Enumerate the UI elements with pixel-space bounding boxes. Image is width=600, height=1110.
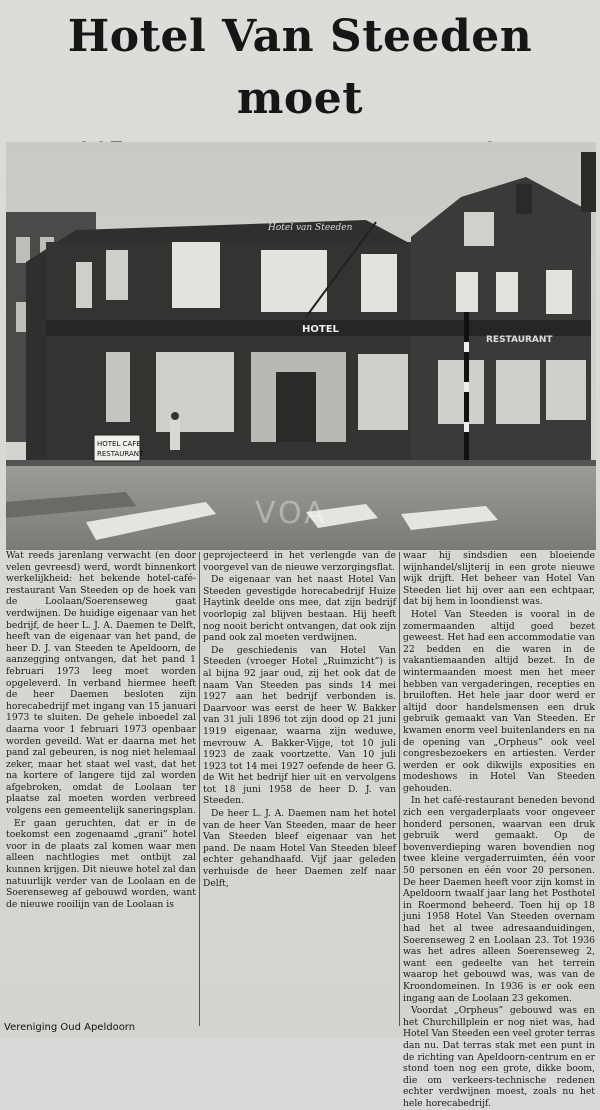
roof-sign: Hotel van Steeden xyxy=(268,223,353,233)
article-column-1 xyxy=(6,550,196,1028)
article-column-2 xyxy=(203,550,396,1028)
hotel-photo xyxy=(6,142,596,550)
article-column-3 xyxy=(403,550,595,1109)
source-credit: Vereniging Oud Apeldoorn xyxy=(4,1022,136,1033)
article-body xyxy=(4,550,596,1109)
column-divider xyxy=(399,552,400,1026)
watermark: VOA xyxy=(255,496,328,531)
paragraph: De heer L. J. A. Daemen nam het hotel van de heer Van Steeden, maar de heer Van Steeden bleef eigenaar van het pand. De naam Hotel Van Steeden bleef echter gehandhaafd. Vijf jaar geleden verhuisde de heer Daemen zelf naar Delft, xyxy=(203,808,396,889)
column-divider xyxy=(199,552,200,1026)
paragraph: waar hij sindsdien een bloeiende wijnhandel/slijterij in een grote nieuwe wijk drijft. Het beheer van Hotel Van Steeden liet hij over aan een echtpaar, dat bij hem in loondienst was. xyxy=(403,550,595,608)
paragraph: De eigenaar van het naast Hotel Van Steeden gevestigde horecabedrijf Huize Haytink deelde ons mee, dat zijn bedrijf voorlopig zal blijven bestaan. Hij heeft nog nooit bericht ontvangen, dat ook zijn pand ook zal moeten verdwijnen. xyxy=(203,574,396,644)
paragraph: De geschiedenis van Hotel Van Steeden (vroeger Hotel „Ruimzicht”) is al bijna 92 jaar oud, zij het ook dat de naam Van Steeden pas sinds 14 mei 1927 aan het bedrijf verbonden is. Daarvoor was eerst de heer W. Bakker van 31 juli 1896 tot zijn dood op 21 juni 1919 eigenaar, waarna zijn weduwe, mevrouw A. Bakker-Vijge, tot 10 juli 1923 de zaak voortzette. Van 10 juli 1923 tot 14 mei 1927 oefende de heer G. de Wit het bedrijf hier uit en vervolgens tot 18 juni 1958 de heer D. J. van Steeden. xyxy=(203,644,396,807)
paragraph: geprojecteerd in het verlengde van de voorgevel van de nieuwe verzorgingsflat. xyxy=(203,550,396,573)
paragraph: Er gaan geruchten, dat er in de toekomst een zogenaamd „grani” hotel voor in de plaats zal komen waar men alleen nachtlogies met ontbijt zal kunnen krijgen. Dit nieuwe hotel zal dan natuurlijk verder van de Loolaan en de Soerenseweg af gebouwd worden, want de nieuwe rooilijn van de Loolaan is xyxy=(6,817,196,910)
paragraph: In het café-restaurant beneden bevond zich een vergaderplaats voor ongeveer honderd personen, waarvan een druk gebruik werd gemaakt. Op de bovenverdieping waren bovendien nog twee kleine vergaderruimten, één voor 50 personen en één voor 20 personen. De heer Daemen heeft voor zijn komst in Apeldoorn twaalf jaar lang het Posthotel in Roermond beheerd. Toen hij op 18 juni 1958 Hotel Van Steeden overnam had het al twee adresaanduidingen, Soerenseweg 2 en Loolaan 23. Tot 1936 was het adres alleen Soerenseweg 2, want een gedeelte van het terrein waarop het gebouwd was, was van de Kroondomeinen. In 1936 is er ook een ingang aan de Loolaan 23 gekomen. xyxy=(403,795,595,1004)
paragraph: Voordat „Orpheus” gebouwd was en het Churchillplein er nog niet was, had Hotel Van Steeden een veel groter terras dan nu. Dat terras stak met een punt in de richting van Apeldoorn-centrum en er stond toen nog een grote, dikke boom, die om verkeers-technische redenen echter verdwijnen moest, zoals nu het hele horecabedrijf. xyxy=(403,1005,595,1109)
paragraph: Hotel Van Steeden is vooral in de zomermaanden altijd goed bezet geweest. Het had een accommodatie van 22 bedden en die waren in de vakantiemaanden altijd bezet. In de wintermaanden moest men het meer hebben van vergaderingen, recepties en bruiloften. Het hele jaar door werd er altijd door handelsmensen een druk gebruik gemaakt van Van Steeden. Er kwamen enorm veel buitenlanders en na de opening van „Orpheus” ook veel congresbezoekers en artiesten. Verder werden er ook dikwijls exposities en modeshows in Hotel Van Steeden gehouden. xyxy=(403,608,595,794)
paragraph: Wat reeds jarenlang verwacht (en door velen gevreesd) werd, wordt binnenkort werkelijkheid: het bekende hotel-café-restaurant Van Steeden op de hoek van de Loolaan/Soerenseweg gaat verdwijnen. De huidige eigenaar van het bedrijf, de heer L. J. A. Daemen te Delft, heeft van de eigenaar van het pand, de heer D. J. van Steeden te Apeldoorn, de aanzegging ontvangen, dat het pand 1 februari 1973 leeg moet worden opgeleverd. In verband hiermee heeft de heer Daemen besloten zijn horecabedrijf met ingang van 15 januari 1973 te sluiten. De gehele inboedel zal daarna voor 1 februari 1973 openbaar worden geveild. Wat er daarna met het pand zal gebeuren, is nog niet helemaal zeker, maar het staat wel vast, dat het na kortere of langere tijd zal worden afgebroken, omdat de Loolaan ter plaatse zal moeten worden verbreed volgens een gemeentelijk saneringsplan. xyxy=(6,550,196,817)
restaurant-sign: RESTAURANT xyxy=(486,335,553,345)
headline-line-1: Hotel Van Steeden moet xyxy=(67,11,533,124)
hotel-sign: HOTEL xyxy=(302,324,339,335)
pavement-sign-line-1: HOTEL CAFE xyxy=(97,440,141,448)
pavement-sign-line-2: RESTAURANT xyxy=(97,450,144,458)
